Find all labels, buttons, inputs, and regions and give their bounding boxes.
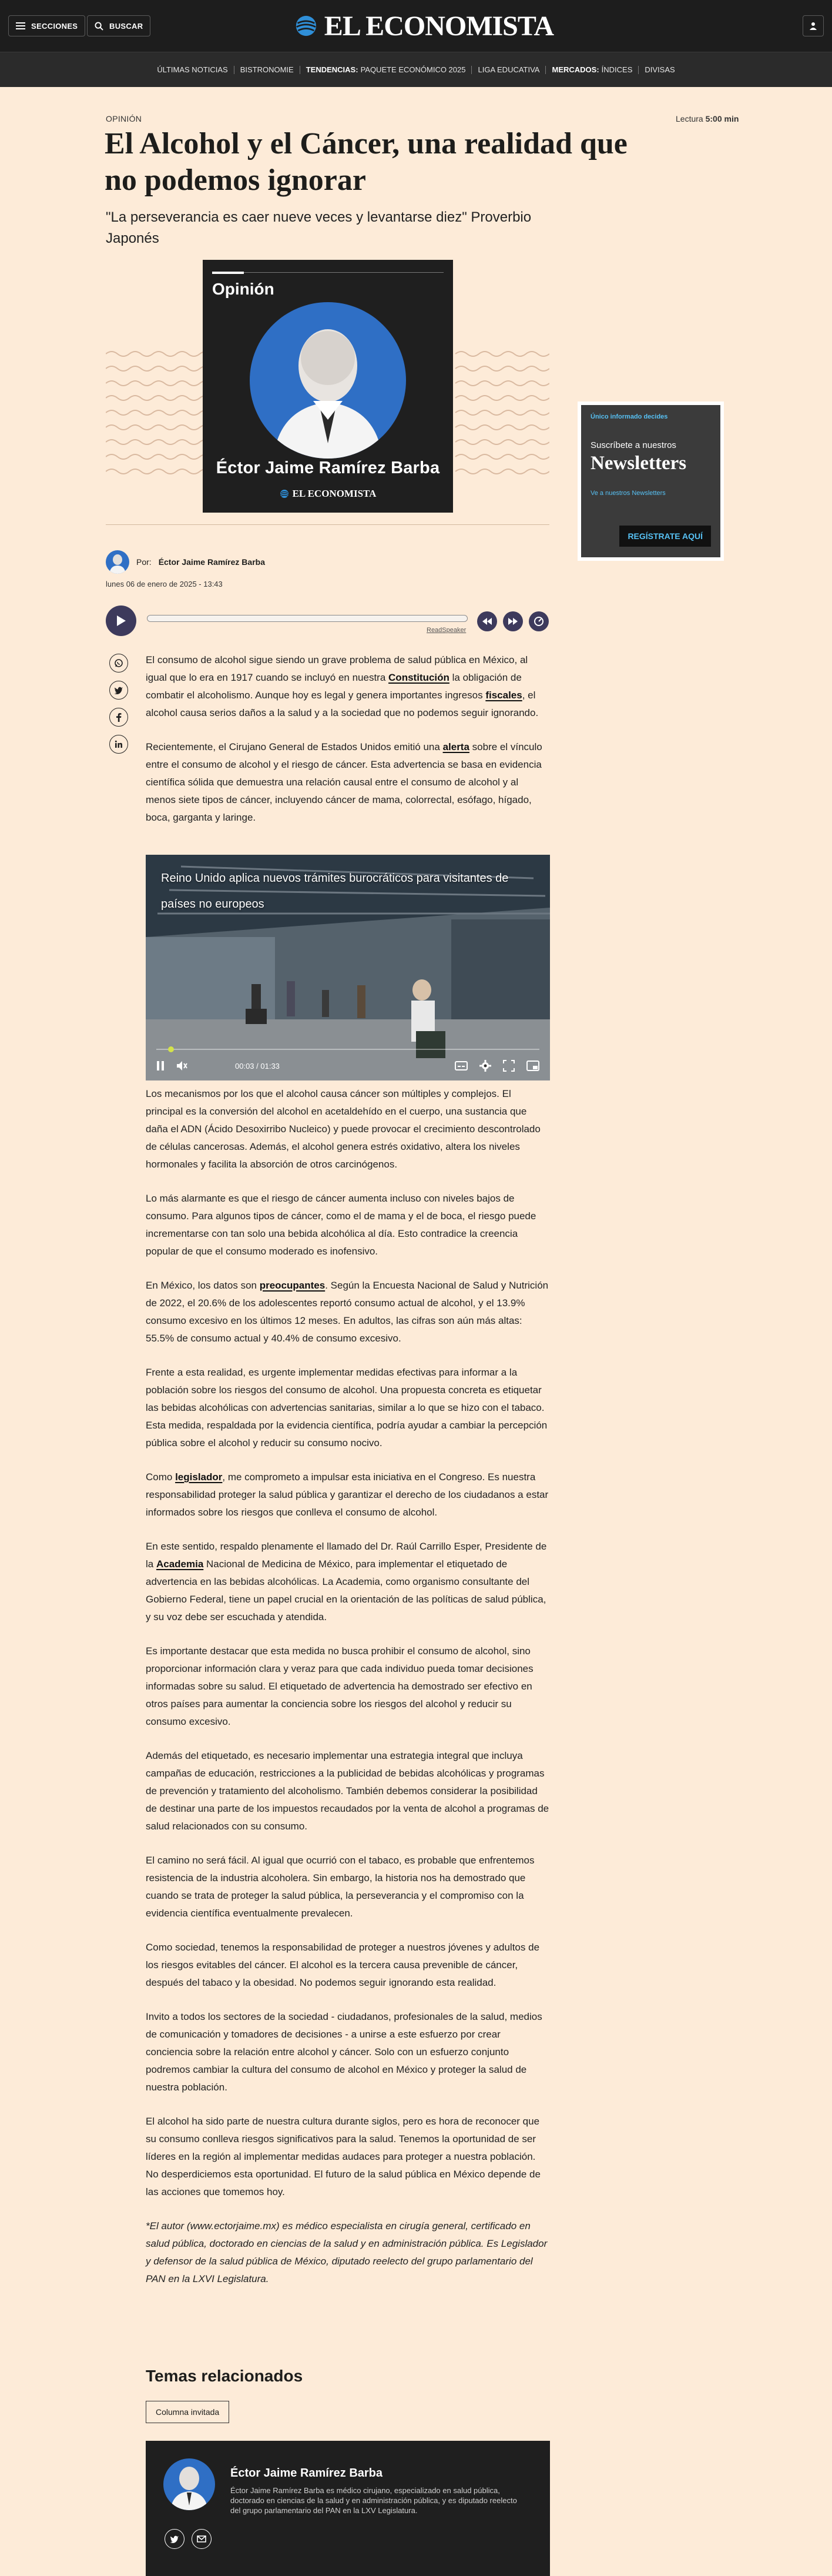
paragraph-text: El consumo de alcohol sigue siendo un grave problema de salud pública en México, al igual que lo era en 1917 cuando se incluyó en nuestra <box>146 654 528 683</box>
paragraph-text: Recientemente, el Cirujano General de Estados Unidos emitió una <box>146 741 443 752</box>
whatsapp-icon <box>114 658 123 668</box>
play-icon <box>116 615 126 627</box>
rewind-icon <box>482 618 492 625</box>
nav-bar <box>0 52 832 87</box>
paragraph: El camino no será fácil. Al igual que ocurrió con el tabaco, es probable que enfrentemos resistencia de la industria alcoholera. Sin embargo, la historia nos ha demostrado que cuando se trata de proteger la salud pública, la perseverancia y el compromiso con la evidencia científica eventualmente prevalecen. <box>146 1855 535 1919</box>
search-label: BUSCAR <box>109 21 143 31</box>
logo-text: EL ECONOMISTA <box>324 10 553 42</box>
paragraph <box>146 1468 550 1521</box>
top-header <box>0 0 832 52</box>
link-academia[interactable]: Academia <box>156 1558 204 1570</box>
paragraph-text: sobre el vínculo entre el consumo de alcohol y el riesgo de cáncer. Esta advertencia se basa en evidencia científica sólida que demuestra una relación causal entre el consumo de alcohol y al menos siete tipos de cáncer, incluyendo cáncer de mama, colorrectal, esófago, hígado, boca, garganta y laringe. <box>146 741 542 823</box>
newsletter-ad[interactable] <box>578 402 724 561</box>
volume-icon[interactable] <box>176 1060 188 1071</box>
site-logo[interactable] <box>295 11 553 41</box>
hero-tag: Opinión <box>212 280 274 298</box>
nav-item-indices[interactable]: ÍNDICES <box>601 65 633 74</box>
hero-author-name: Éctor Jaime Ramírez Barba <box>216 459 440 477</box>
search-icon <box>95 22 103 31</box>
paragraph-text: Como <box>146 1471 176 1483</box>
page-title: El Alcohol y el Cáncer, una realidad que no podemos ignorar <box>105 127 628 197</box>
pip-icon[interactable] <box>526 1060 539 1071</box>
paragraph: Lo más alarmante es que el riesgo de cáncer aumenta incluso con niveles bajos de consumo. Para algunos tipos de cáncer, como el de mama y el de boca, el riesgo puede incrementarse con tan solo una bebida alcohólica al día. Esto contradice la creencia popular de que el consumo moderado es inofensivo. <box>146 1193 536 1257</box>
trending-label: TENDENCIAS: <box>306 65 358 74</box>
topic-tag[interactable]: Columna invitada <box>146 2401 229 2423</box>
user-icon <box>809 22 817 30</box>
link-constitucion[interactable]: Constitución <box>388 672 449 683</box>
paragraph-text: En este sentido, respaldo plenamente el llamado del Dr. Raúl Carrillo Esper, Presidente de la <box>146 1541 547 1570</box>
paragraph-text: , me comprometo a impulsar esta iniciativa en el Congreso. Es nuestra responsabilidad proteger la salud pública y garantizar el derecho de los ciudadanos a estar informados sobre los riesgos que conlleva el consumo de alcohol. <box>146 1471 549 1518</box>
audio-speed-button[interactable] <box>529 611 549 631</box>
reading-label: Lectura <box>676 114 703 123</box>
paragraph: Como sociedad, tenemos la responsabilidad de proteger a nuestros jóvenes y adultos de los riesgos evitables del cáncer. El alcohol es la tercera causa prevenible de cáncer, después del tabaco y la obesidad. No podemos seguir ignorando esta realidad. <box>146 1942 540 1988</box>
facebook-icon <box>116 712 122 722</box>
avatar-silhouette <box>106 550 129 574</box>
byline <box>106 550 265 574</box>
share-facebook-button[interactable] <box>109 708 128 727</box>
ad-register-button[interactable]: REGÍSTRATE AQUÍ <box>619 526 711 547</box>
forward-icon <box>508 618 518 625</box>
paragraph <box>146 1538 550 1626</box>
publish-date: lunes 06 de enero de 2025 - 13:43 <box>106 580 223 588</box>
author-bio-box <box>146 2441 550 2576</box>
link-alerta[interactable]: alerta <box>442 741 469 752</box>
paragraph: Los mecanismos por los que el alcohol causa cáncer son múltiples y complejos. El principal es la conversión del alcohol en acetaldehído en el cuerpo, una sustancia que daña el ADN (Ácido Desoxirribo Nucleico) y puede provocar el crecimiento descontrolado de células cancerosas. Además, el alcohol genera estrés oxidativo, altera los niveles hormonales y facilita la absorción de otros carcinógenos. <box>146 1088 541 1170</box>
portrait-silhouette <box>250 302 406 459</box>
hero-brand <box>203 488 453 500</box>
audio-rewind-button[interactable] <box>477 611 497 631</box>
ad-line1: Suscríbete a nuestros <box>591 440 676 450</box>
menu-icon <box>16 22 25 30</box>
settings-gear-icon[interactable] <box>479 1060 491 1072</box>
author-box-avatar[interactable] <box>163 2458 215 2510</box>
nav-item-paquete[interactable]: PAQUETE ECONÓMICO 2025 <box>360 65 466 74</box>
video-time: 00:03 / 01:33 <box>235 1061 280 1070</box>
nav-item-latest[interactable]: ÚLTIMAS NOTICIAS <box>157 65 228 74</box>
paragraph: Es importante destacar que esta medida no busca prohibir el consumo de alcohol, sino proporcionar información clara y veraz para que cada individuo pueda tomar decisiones informadas sobre su salud. El etiquetado de advertencia ha demostrado ser efectivo en otros países para aumentar la conciencia sobre los riesgos del alcohol y reducir su consumo excesivo. <box>146 1645 534 1727</box>
share-whatsapp-button[interactable] <box>109 654 128 673</box>
user-button[interactable] <box>803 15 824 36</box>
audio-player <box>106 602 550 640</box>
fullscreen-icon[interactable] <box>503 1060 515 1072</box>
twitter-icon <box>170 2535 179 2543</box>
nav-item-liga[interactable]: LIGA EDUCATIVA <box>478 65 540 74</box>
sections-button[interactable] <box>8 15 85 36</box>
link-preocupantes[interactable]: preocupantes <box>259 1280 326 1291</box>
linkedin-icon <box>115 740 123 748</box>
search-button[interactable] <box>87 15 150 36</box>
paragraph-text: Nacional de Medicina de México, para implementar el etiquetado de advertencia en las bebidas alcohólicas. La Academia, como organismo consultante del Gobierno Federal, tiene un papel crucial en la orientación de las políticas de salud pública, y su voz debe ser escuchada y atendida. <box>146 1558 546 1622</box>
share-twitter-button[interactable] <box>109 681 128 700</box>
paragraph <box>146 738 550 827</box>
paragraph: Invito a todos los sectores de la sociedad - ciudadanos, profesionales de la salud, medios de comunicación y tomadores de decisiones - a unirse a este esfuerzo por crear conciencia sobre la relación entre alcohol y cáncer. Solo con un esfuerzo conjunto podremos cambiar la cultura del consumo de alcohol en México y proteger la salud de nuestra población. <box>146 2011 542 2093</box>
paragraph-text: la obligación de combatir el alcoholismo. Aunque hoy es legal y genera importantes ingresos <box>146 672 522 701</box>
nav-item-divisas[interactable]: DIVISAS <box>645 65 675 74</box>
section-label[interactable]: OPINIÓN <box>106 114 142 123</box>
author-email-button[interactable] <box>192 2529 212 2549</box>
email-icon <box>197 2535 206 2542</box>
article-subtitle: "La perseverancia es caer nueve veces y levantarse diez" Proverbio Japonés <box>106 209 532 246</box>
paragraph-text: . Según la Encuesta Nacional de Salud y Nutrición de 2022, el 20.6% de los adolescentes reportó consumo actual de alcohol, y el 13.9% consumo excesivo en los últimos 12 meses. En adultos, las cifras son aún más altas: 55.5% de consumo actual y 40.4% de consumo excesivo. <box>146 1280 549 1344</box>
ad-link[interactable]: Ve a nuestros Newsletters <box>591 490 666 497</box>
author-twitter-button[interactable] <box>165 2529 184 2549</box>
nav-item-bistronomie[interactable]: BISTRONOMIE <box>240 65 294 74</box>
author-box-bio: Éctor Jaime Ramírez Barba es médico cirujano, especializado en salud pública, doctorado en ciencias de la salud y en administración pública, y es diputado reelecto del grupo parlamentario del PAN en la LXV Legislatura. <box>230 2486 517 2515</box>
hero-divider <box>106 524 549 525</box>
paragraph: Frente a esta realidad, es urgente implementar medidas efectivas para informar a la población sobre los riesgos del consumo de alcohol. Una propuesta concreta es etiquetar las bebidas alcohólicas con advertencias sanitarias, similar a lo que se hizo con el tabaco. Esta medida, respaldada por la evidencia científica, podría ayudar a cambiar la percepción pública sobre el alcohol y reducir su consumo nocivo. <box>146 1367 548 1448</box>
hero-brand-text: EL ECONOMISTA <box>292 488 377 499</box>
link-legislador[interactable]: legislador <box>175 1471 223 1483</box>
paragraph: El alcohol ha sido parte de nuestra cultura durante siglos, pero es hora de reconocer que su consumo conlleva riesgos significativos para la salud. Tenemos la oportunidad de ser líderes en la región al implementar medidas audaces para proteger a nuestra población. No desperdiciemos esta oportunidad. El futuro de la salud pública en México depende de las acciones que tomemos hoy. <box>146 2116 541 2197</box>
reading-value: 5:00 min <box>705 114 739 123</box>
audio-progress-bar[interactable] <box>147 615 468 622</box>
video-player[interactable] <box>146 855 550 1080</box>
author-note: *El autor (www.ectorjaime.mx) es médico especialista en cirugía general, certificado en salud pública, doctorado en ciencias de la salud y en administración pública. Es Legislador y defensor de la salud pública de México, diputado reelecto del grupo parlamentario del PAN en la LXVI Legislatura. <box>146 2220 548 2284</box>
markets-label: MERCADOS: <box>552 65 599 74</box>
paragraph: Además del etiquetado, es necesario implementar una estrategia integral que incluya campañas de educación, restricciones a la publicidad de bebidas alcohólicas y programas de prevención y tratamiento del alcoholismo. También debemos considerar la posibilidad de destinar una parte de los impuestos recaudados por la venta de alcohol a programas de salud relacionados con su consumo. <box>146 1750 549 1832</box>
paragraph <box>146 1277 550 1347</box>
ad-kicker: Único informado decides <box>591 413 668 420</box>
author-portrait <box>250 302 406 459</box>
hero-bar <box>212 272 244 274</box>
readspeaker-credit[interactable]: ReadSpeaker <box>427 627 467 634</box>
related-topics-title: Temas relacionados <box>146 2367 303 2385</box>
author-box-name[interactable]: Éctor Jaime Ramírez Barba <box>230 2467 383 2480</box>
audio-play-button[interactable] <box>106 605 136 636</box>
pause-icon[interactable] <box>156 1060 165 1071</box>
sections-label: SECCIONES <box>31 21 78 31</box>
by-label: Por: <box>136 557 152 567</box>
author-social <box>165 2529 212 2549</box>
paragraph <box>146 651 550 722</box>
share-linkedin-button[interactable] <box>109 735 128 754</box>
hero-rule <box>244 272 444 273</box>
video-controls <box>146 1051 550 1080</box>
link-fiscales[interactable]: fiscales <box>485 690 522 701</box>
reading-time <box>676 114 739 123</box>
hero-opinion-card <box>203 260 453 513</box>
author-name[interactable]: Éctor Jaime Ramírez Barba <box>158 557 265 567</box>
audio-forward-button[interactable] <box>503 611 523 631</box>
captions-icon[interactable] <box>455 1061 468 1070</box>
avatar-silhouette <box>163 2458 215 2510</box>
author-avatar[interactable] <box>106 550 129 574</box>
share-bar <box>109 654 129 762</box>
logo-globe-icon <box>295 14 317 38</box>
twitter-icon <box>114 686 123 694</box>
speed-icon <box>534 616 544 627</box>
paragraph-text: , el alcohol causa serios daños a la salud y a la sociedad que no podemos seguir ignorando. <box>146 690 539 718</box>
brand-globe-icon <box>280 489 289 499</box>
paragraph-text: En México, los datos son <box>146 1280 260 1291</box>
ad-line2: Newsletters <box>591 453 687 474</box>
video-caption: Reino Unido aplica nuevos trámites burocráticos para visitantes de países no europeos <box>161 872 509 911</box>
video-progress-bar[interactable] <box>156 1049 539 1050</box>
